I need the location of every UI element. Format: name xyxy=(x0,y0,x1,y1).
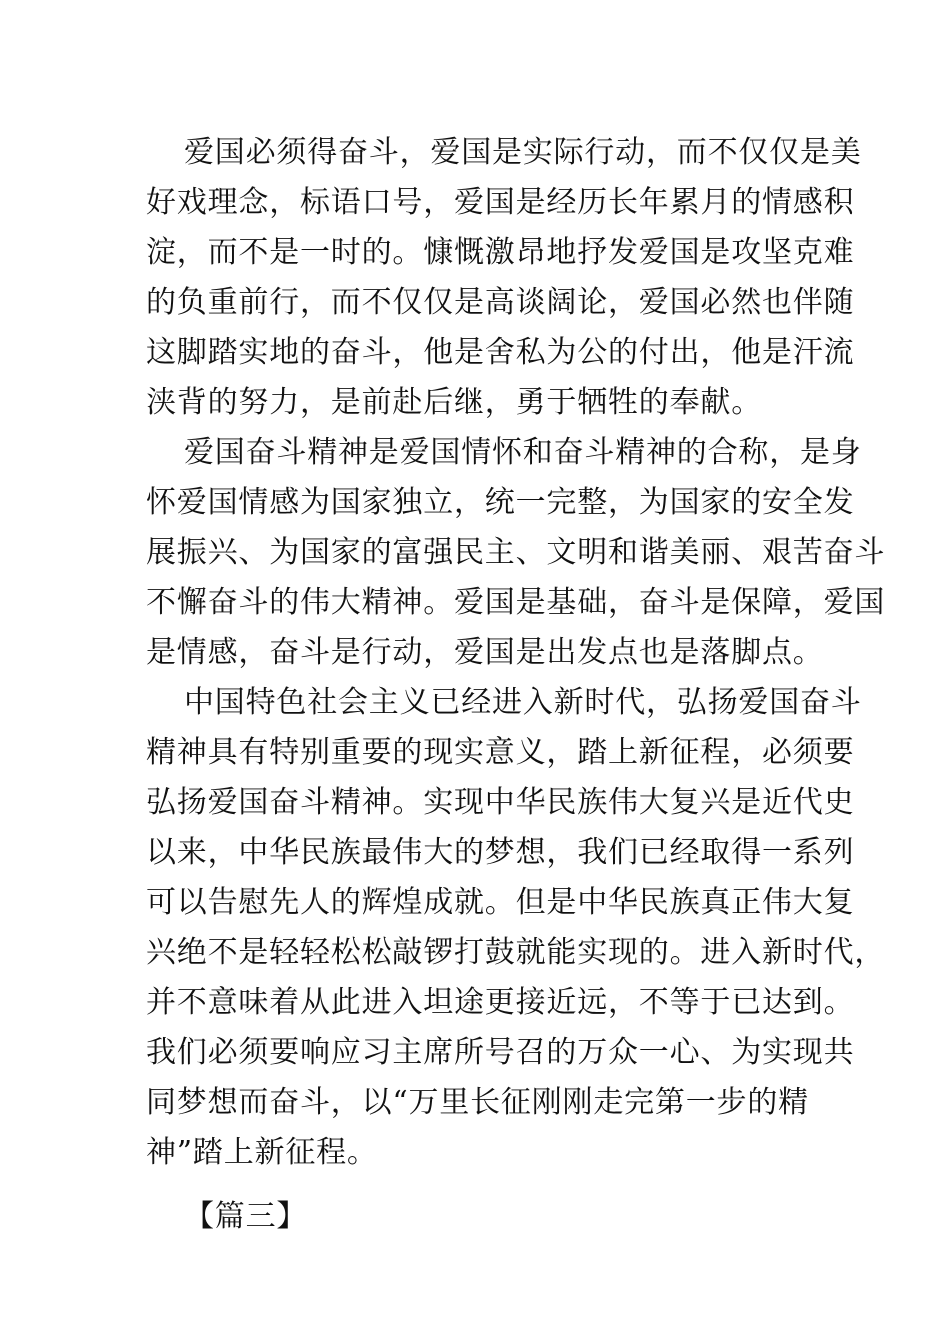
paragraph-1 xyxy=(146,128,862,428)
paragraph-line: 神”踏上新征程。 xyxy=(146,1135,378,1170)
paragraph-2 xyxy=(146,428,886,678)
paragraph-line: 这脚踏实地的奋斗，他是舍私为公的付出，他是汗流 xyxy=(146,335,855,370)
section-heading: 【篇三】 xyxy=(184,1199,308,1234)
paragraph-line: 不懈奋斗的伟大精神。爱国是基础，奋斗是保障，爱国 xyxy=(146,585,886,620)
paragraph-line: 怀爱国情感为国家独立，统一完整，为国家的安全发 xyxy=(146,485,855,520)
paragraph-line: 好戏理念，标语口号，爱国是经历长年累月的情感积 xyxy=(146,185,855,220)
paragraph-line: 的负重前行，而不仅仅是高谈阔论，爱国必然也伴随 xyxy=(146,285,855,320)
paragraph-3 xyxy=(146,678,886,1178)
paragraph-line: 我们必须要响应习主席所号召的万众一心、为实现共 xyxy=(146,1035,855,1070)
paragraph-line: 并不意味着从此进入坦途更接近远，不等于已达到。 xyxy=(146,985,855,1020)
paragraph-line: 弘扬爱国奋斗精神。实现中华民族伟大复兴是近代史 xyxy=(146,785,855,820)
paragraph-line: 精神具有特别重要的现实意义，踏上新征程，必须要 xyxy=(146,735,855,770)
paragraph-line: 爱国必须得奋斗，爱国是实际行动，而不仅仅是美 xyxy=(184,135,862,170)
paragraph-line: 展振兴、为国家的富强民主、文明和谐美丽、艰苦奋斗 xyxy=(146,535,886,570)
paragraph-line: 兴绝不是轻轻松松敲锣打鼓就能实现的。进入新时代， xyxy=(146,935,886,970)
paragraph-line: 淀，而不是一时的。慷慨激昂地抒发爱国是攻坚克难 xyxy=(146,235,855,270)
paragraph-line: 同梦想而奋斗，以“万里长征刚刚走完第一步的精 xyxy=(146,1085,809,1120)
body-text xyxy=(146,128,886,1242)
paragraph-line: 以来，中华民族最伟大的梦想，我们已经取得一系列 xyxy=(146,835,855,870)
paragraph-line: 可以告慰先人的辉煌成就。但是中华民族真正伟大复 xyxy=(146,885,855,920)
paragraph-line: 爱国奋斗精神是爱国情怀和奋斗精神的合称，是身 xyxy=(184,435,862,470)
paragraph-line: 浃背的努力，是前赴后继，勇于牺牲的奉献。 xyxy=(146,385,762,420)
paragraph-line: 是情感，奋斗是行动，爱国是出发点也是落脚点。 xyxy=(146,635,824,670)
paragraph-line: 中国特色社会主义已经进入新时代，弘扬爱国奋斗 xyxy=(184,685,862,720)
